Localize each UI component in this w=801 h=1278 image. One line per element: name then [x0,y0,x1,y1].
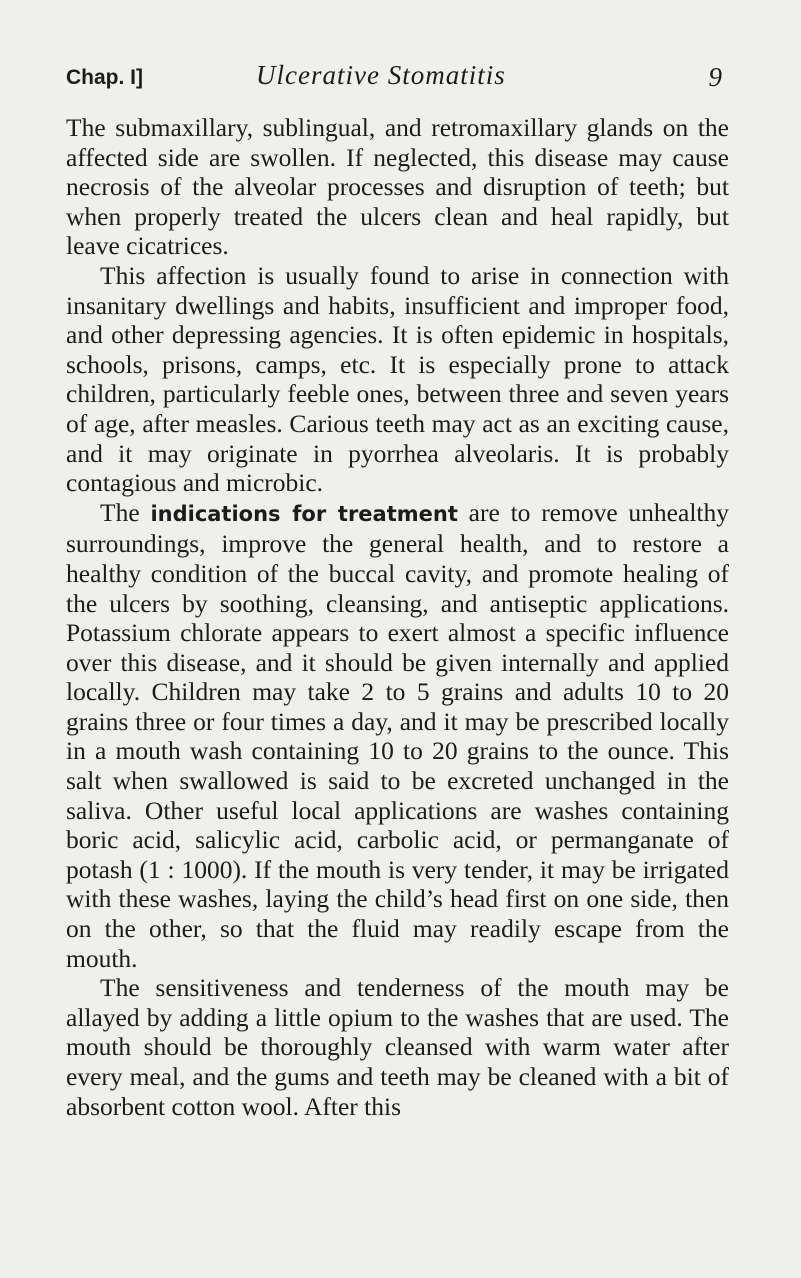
paragraph-rest: are to remove unhealthy surroundings, improve the general health, and to restore a healthy condition of the buccal cavity, and promote healing of the ulcers by soothing, cleansing, and antiseptic applications. Potassium chlorate appears to exert almost a specific influence over this disease, and it should be given internally and applied locally. Children may take 2 to 5 grains and adults 10 to 20 grains three or four times a day, and it may be prescribed locally in a mouth wash containing 10 to 20 grains to the ounce. This salt when swallowed is said to be excreted unchanged in the saliva. Other useful local applications are washes containing boric acid, salicylic acid, carbolic acid, or permanganate of potash (1 : 1000). If the mouth is very tender, it may be irrigated with these washes, laying the child’s head first on one side, then on the other, so that the fluid may readily escape from the mouth. [66,497,729,973]
paragraph: This affection is usually found to arise in connection with insanitary dwellings and habits, insufficient and improper food, and other depressing agencies. It is often epidemic in hospitals, schools, prisons, camps, etc. It is especially prone to attack children, particularly feeble ones, between three and seven years of age, after measles. Carious teeth may act as an exciting cause, and it may originate in pyorrhea alveolaris. It is probably contagious and microbic. [66,260,729,498]
page-number: 9 [708,62,722,92]
paragraph: The submaxillary, sublingual, and retromaxillary glands on the affected side are swollen. If neglected, this disease may cause necrosis of the alveolar processes and disruption of teeth; but when properly treated the ulcers clean and heal rapidly, but leave cicatrices. [66,113,729,261]
paragraph: The sensitiveness and tenderness of the mouth may be allayed by adding a little opium to the washes that are used. The mouth should be thoroughly cleansed with warm water after every meal, and the gums and teeth may be cleaned with a bit of absorbent cotton wool. After this [66,973,729,1121]
body-text [66,113,729,1121]
paragraph [66,498,729,974]
bold-heading-phrase: indications for treatment [150,501,458,526]
chapter-label: Chap. I] [66,66,143,89]
page-header [66,60,722,100]
running-title: Ulcerative Stomatitis [256,60,506,90]
paragraph-lead: The [100,497,151,527]
